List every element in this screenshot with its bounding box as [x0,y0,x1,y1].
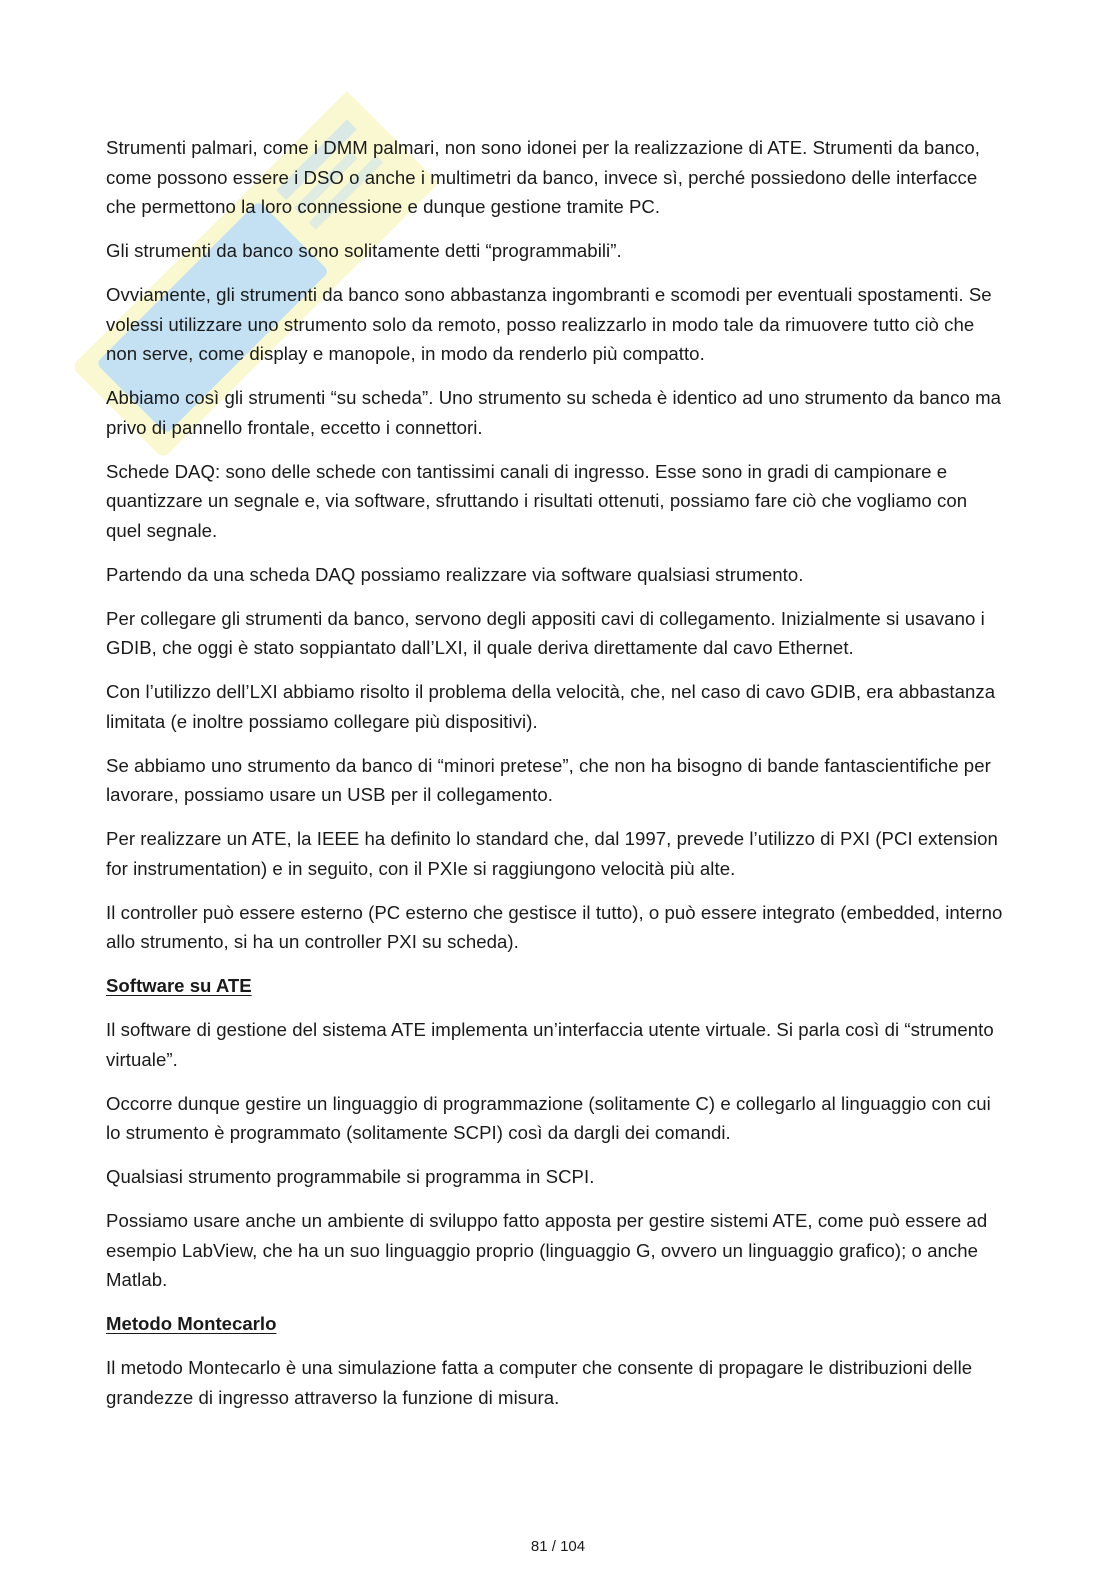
paragraph: Per realizzare un ATE, la IEEE ha definito lo standard che, dal 1997, prevede l’utilizzo di PXI (PCI extension for instrumentation) e in seguito, con il PXIe si raggiungono velocità più alte. [106,828,998,879]
paragraph: Partendo da una scheda DAQ possiamo realizzare via software qualsiasi strumento. [106,563,804,585]
paragraph: Qualsiasi strumento programmabile si programma in SCPI. [106,1166,595,1187]
paragraph: Abbiamo così gli strumenti “su scheda”. Uno strumento su scheda è identico ad uno strumento da banco ma privo di pannello frontale, eccetto i connettori. [106,387,1002,438]
paragraph: Il metodo Montecarlo è una simulazione fatta a computer che consente di propagare le distribuzioni delle grandezze di ingresso attraverso la funzione di misura. [106,1357,973,1408]
paragraph: Occorre dunque gestire un linguaggio di programmazione (solitamente C) e collegarlo al linguaggio con cui lo strumento è programmato (solitamente SCPI) così da dargli dei comandi. [106,1092,991,1143]
page-number: 81 / 104 [530,1538,586,1555]
paragraph: Schede DAQ: sono delle schede con tantissimi canali di ingresso. Esse sono in gradi di campionare e quantizzare un segnale e, via software, sfruttando i risultati ottenuti, possiamo fare ciò che vogliamo con quel segnale. [106,460,968,541]
paragraph: Con l’utilizzo dell’LXI abbiamo risolto il problema della velocità, che, nel caso di cavo GDIB, era abbastanza limitata (e inoltre possiamo collegare più dispositivi). [106,681,996,732]
paragraph: Ovviamente, gli strumenti da banco sono abbastanza ingombranti e scomodi per eventuali spostamenti. Se volessi utilizzare uno strumento solo da remoto, posso realizzarlo in modo tale da rimuovere tutto ciò che non serve, come display e manopole, in modo da renderlo più compatto. [106,284,992,364]
section-heading-montecarlo: Metodo Montecarlo [106,1313,277,1334]
page-content [106,133,1006,1427]
paragraph: Gli strumenti da banco sono solitamente detti “programmabili”. [106,240,622,261]
paragraph: Possiamo usare anche un ambiente di sviluppo fatto apposta per gestire sistemi ATE, come può essere ad esempio LabView, che ha un suo linguaggio proprio (linguaggio G, ovvero un linguaggio grafico); o anche Matlab. [106,1210,988,1290]
paragraph: Per collegare gli strumenti da banco, servono degli appositi cavi di collegamento. Inizialmente si usavano i GDIB, che oggi è stato soppiantato dall’LXI, il quale deriva direttamente dal cavo Ethernet. [106,607,985,658]
section-heading-software: Software su ATE [106,975,252,996]
paragraph: Il software di gestione del sistema ATE implementa un’interfaccia utente virtuale. Si parla così di “strumento virtuale”. [106,1019,994,1070]
paragraph: Strumenti palmari, come i DMM palmari, non sono idonei per la realizzazione di ATE. Strumenti da banco, come possono essere i DSO o anche i multimetri da banco, invece sì, perché possiedono delle interfacce che permettono la loro connessione e dunque gestione tramite PC. [106,137,980,217]
paragraph: Il controller può essere esterno (PC esterno che gestisce il tutto), o può essere integrato (embedded, interno allo strumento, si ha un controller PXI su scheda). [106,901,1003,952]
paragraph: Se abbiamo uno strumento da banco di “minori pretese”, che non ha bisogno di bande fantascientifiche per lavorare, possiamo usare un USB per il collegamento. [106,754,991,805]
